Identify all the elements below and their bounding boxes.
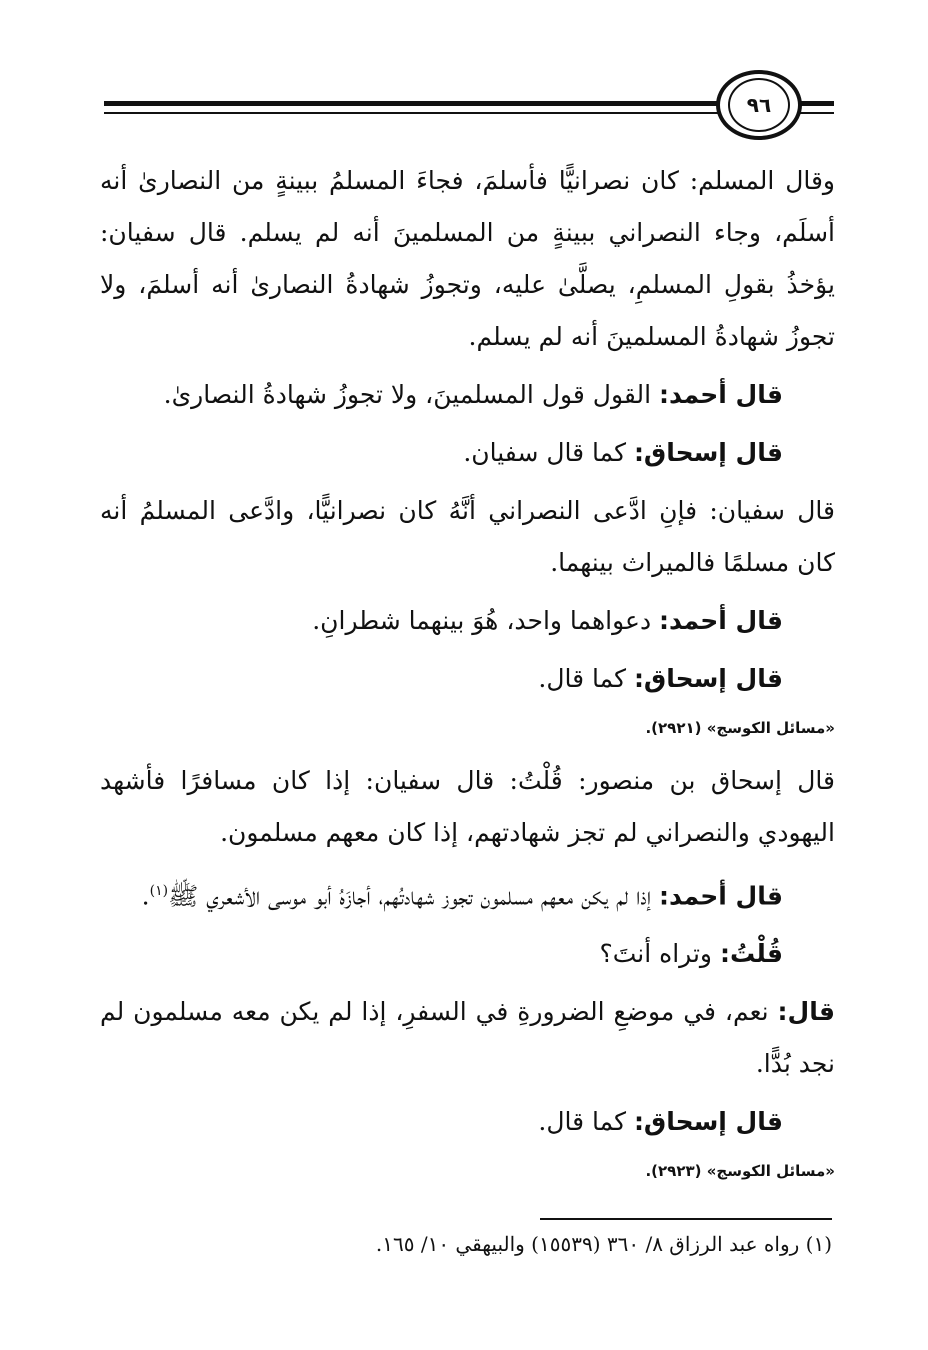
paragraph [100, 369, 835, 421]
paragraph-text: وقال المسلم: كان نصرانيًّا فأسلمَ، فجاءَ المسلمُ ببينةٍ من النصارىٰ أنه أسلَم، وجاء النصراني ببينةٍ من المسلمينَ أنه لم يسلم. قال سفيان: يؤخذُ بقولِ المسلمِ، يصلَّىٰ عليه، وتجوزُ شهادةُ النصارىٰ أنه أسلمَ، ولا تجوزُ شهادةُ المسلمينَ أنه لم يسلم. [100, 166, 835, 351]
paragraph [100, 865, 835, 922]
header-rule [104, 101, 724, 106]
speaker-label: قال إسحاق: [633, 438, 783, 467]
paragraph-tail: . [141, 881, 150, 911]
header-rule-thin [104, 112, 724, 114]
footnote [100, 1232, 832, 1256]
paragraph-text: القول قول المسلمينَ، ولا تجوزُ شهادةُ النصارىٰ. [163, 380, 660, 409]
speaker-label: قال أحمد: [659, 881, 783, 911]
page-number-badge [716, 70, 802, 140]
paragraph-text: نعم، في موضعِ الضرورةِ في السفرِ، إذا لم يكن معه مسلمون لم نجد بُدًّا. [100, 997, 835, 1079]
paragraph-text: وتراه أنتَ؟ [599, 939, 720, 969]
paragraph-text: قال سفيان: فإنِ ادَّعى النصراني أنَّهُ كان نصرانيًّا، وادَّعى المسلمُ أنه كان مسلمًا فالميراث بينهما. [100, 496, 835, 577]
footnote-text: رواه عبد الرزاق ٨/ ٣٦٠ (١٥٥٣٩) والبيهقي ١٠/ ١٦٥. [375, 1232, 800, 1256]
speaker-label: قال أحمد: [659, 606, 783, 635]
paragraph [100, 427, 835, 479]
paragraph [100, 595, 835, 647]
paragraph-text: كما قال سفيان. [463, 438, 634, 467]
speaker-label: قُلْتُ: [719, 939, 783, 969]
speaker-label: قال أحمد: [659, 380, 783, 409]
footnote-number: (١) [805, 1232, 832, 1256]
page-header [104, 70, 832, 140]
paragraph-text: دعواهما واحد، هُوَ بينهما شطرانِ. [312, 606, 660, 635]
paragraph-text: قال إسحاق بن منصور: قُلْتُ: قال سفيان: إذا كان مسافرًا فأشهد اليهودي والنصراني لم تجز شهادتهم، إذا كان معهم مسلمون. [100, 766, 835, 847]
paragraph [100, 485, 835, 589]
footnote-marker: (١) [149, 883, 169, 899]
paragraph-text: إذا لم يكن معهم مسلمون تجوز شهادتُهم، أجازَهُ أبو موسى الأشعري ﷺ [168, 881, 660, 911]
paragraph [100, 155, 835, 363]
footnote-rule [540, 1218, 832, 1220]
paragraph [100, 653, 835, 705]
paragraph [100, 928, 835, 980]
paragraph [100, 986, 835, 1090]
speaker-label: قال: [777, 997, 835, 1027]
paragraph [100, 755, 835, 859]
source-citation: «مسائل الكوسج» (٢٩٢١). [645, 719, 835, 737]
speaker-label: قال إسحاق: [633, 1107, 783, 1137]
page-body [100, 155, 835, 1198]
paragraph [100, 1096, 835, 1148]
paragraph-text: كما قال. [538, 664, 634, 693]
page-number: ٩٦ [728, 78, 790, 132]
paragraph-text: كما قال. [538, 1107, 634, 1137]
source-citation: «مسائل الكوسج» (٢٩٢٣). [645, 1162, 835, 1181]
speaker-label: قال إسحاق: [633, 664, 783, 693]
